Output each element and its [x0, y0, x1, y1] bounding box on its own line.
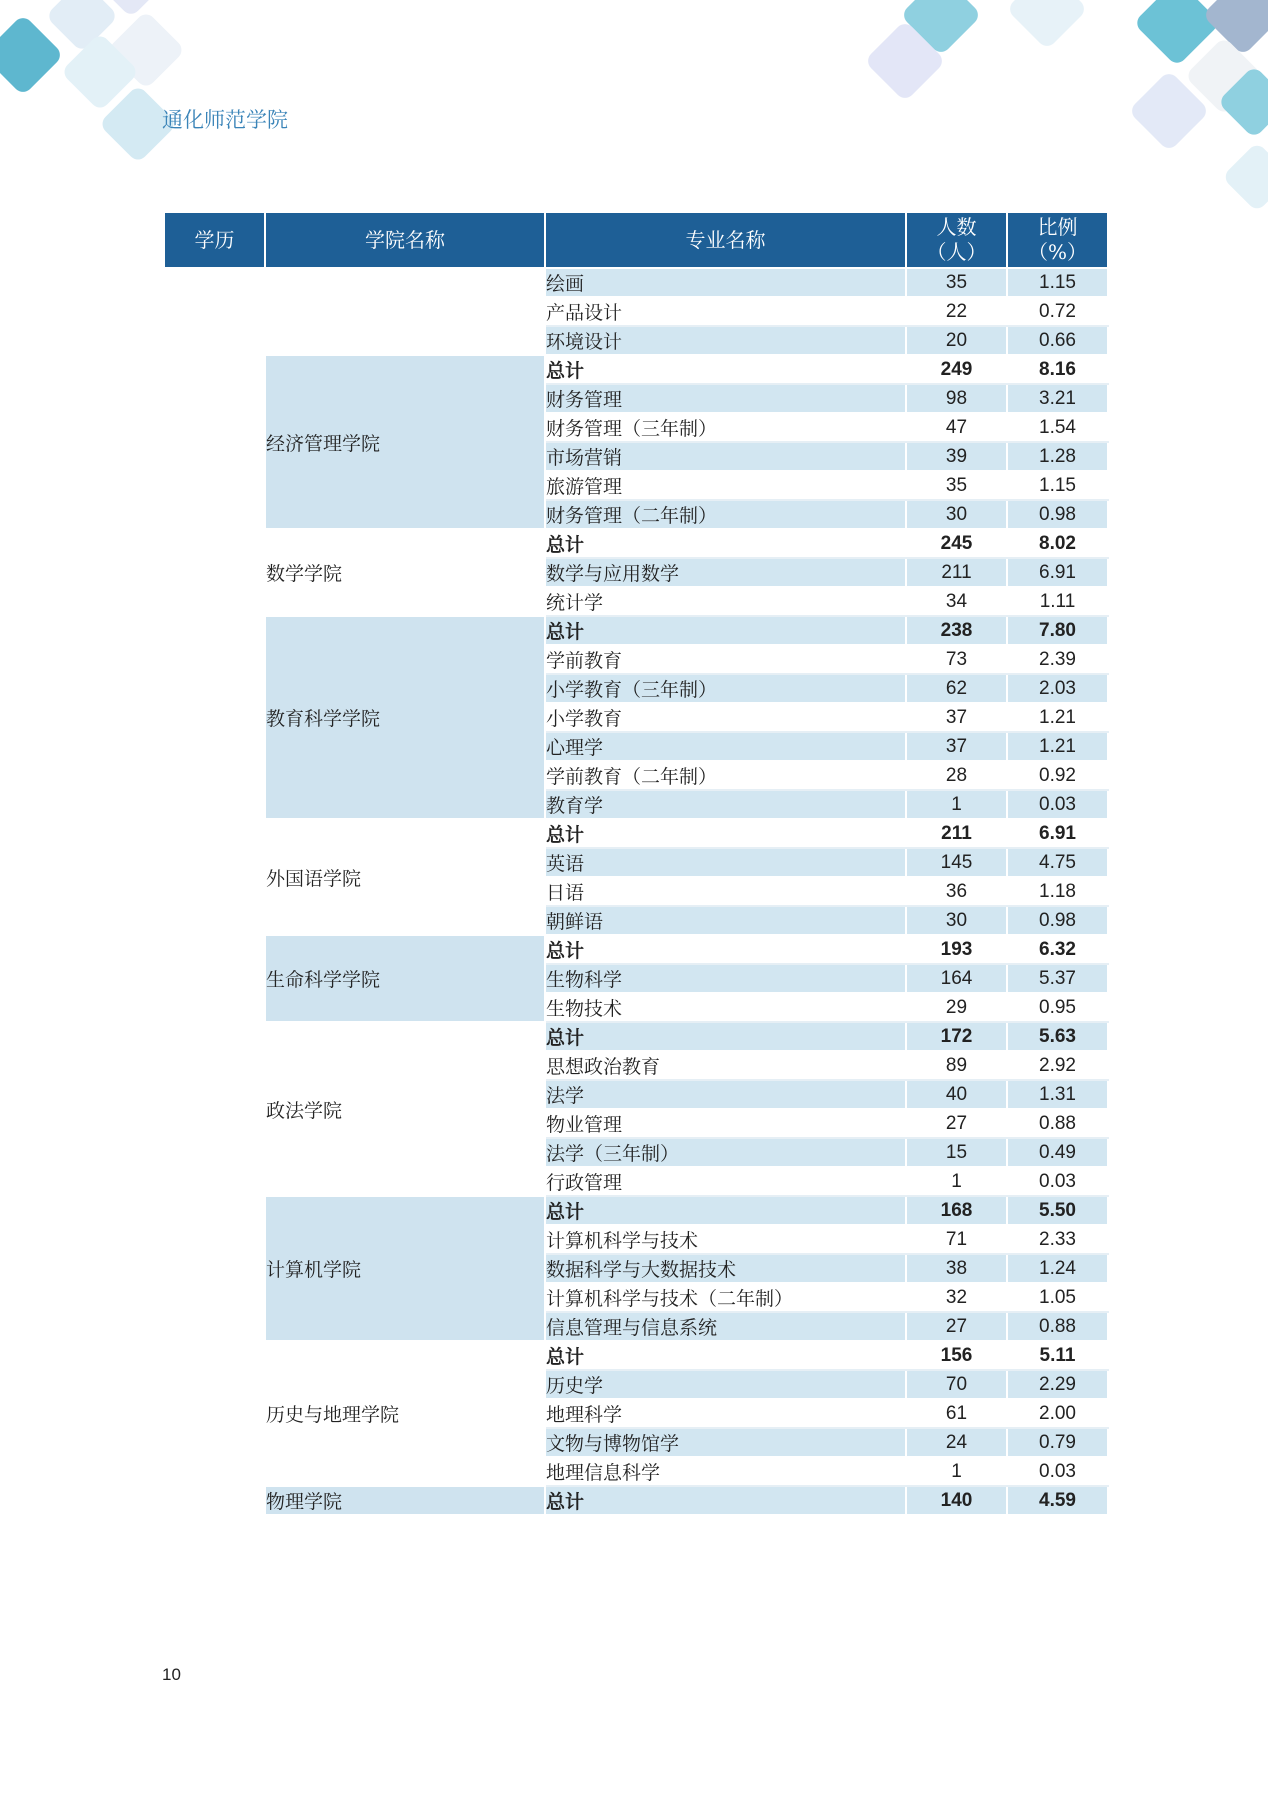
ratio-cell: 1.15 [1007, 471, 1108, 500]
enrollment-table [163, 211, 1109, 1516]
count-cell: 38 [906, 1254, 1007, 1283]
column-header-ratio: 比例 （%） [1007, 212, 1108, 268]
ratio-cell: 5.11 [1007, 1341, 1108, 1370]
count-cell: 34 [906, 587, 1007, 616]
major-name-cell: 行政管理 [545, 1167, 906, 1196]
major-name-cell: 小学教育（三年制） [545, 674, 906, 703]
count-cell: 47 [906, 413, 1007, 442]
page-number: 10 [162, 1665, 181, 1684]
count-cell: 156 [906, 1341, 1007, 1370]
major-name-cell: 财务管理（二年制） [545, 500, 906, 529]
count-cell: 71 [906, 1225, 1007, 1254]
major-name-cell: 总计 [545, 616, 906, 645]
ratio-cell: 1.28 [1007, 442, 1108, 471]
header-title: 通化师范学院 [162, 108, 288, 132]
major-name-cell: 教育学 [545, 790, 906, 819]
count-cell: 73 [906, 645, 1007, 674]
count-cell: 245 [906, 529, 1007, 558]
table-row-total [164, 616, 1108, 645]
count-cell: 27 [906, 1312, 1007, 1341]
ratio-cell: 2.00 [1007, 1399, 1108, 1428]
column-header-college: 学院名称 [265, 212, 545, 268]
major-name-cell: 总计 [545, 819, 906, 848]
major-name-cell: 地理科学 [545, 1399, 906, 1428]
table-body [164, 268, 1108, 1515]
count-cell: 35 [906, 471, 1007, 500]
table-row-total [164, 1486, 1108, 1515]
column-header-education: 学历 [164, 212, 265, 268]
count-cell: 40 [906, 1080, 1007, 1109]
count-cell: 29 [906, 993, 1007, 1022]
count-cell: 27 [906, 1109, 1007, 1138]
ratio-cell: 0.66 [1007, 326, 1108, 355]
major-name-cell: 数学与应用数学 [545, 558, 906, 587]
major-name-cell: 小学教育 [545, 703, 906, 732]
count-cell: 22 [906, 297, 1007, 326]
major-name-cell: 旅游管理 [545, 471, 906, 500]
major-name-cell: 信息管理与信息系统 [545, 1312, 906, 1341]
major-name-cell: 总计 [545, 1196, 906, 1225]
ratio-cell: 1.15 [1007, 268, 1108, 297]
college-name-cell [265, 268, 545, 355]
major-name-cell: 总计 [545, 1022, 906, 1051]
ratio-cell: 0.92 [1007, 761, 1108, 790]
major-name-cell: 地理信息科学 [545, 1457, 906, 1486]
ratio-cell: 0.98 [1007, 906, 1108, 935]
count-cell: 1 [906, 790, 1007, 819]
major-name-cell: 学前教育 [545, 645, 906, 674]
major-name-cell: 总计 [545, 935, 906, 964]
ratio-cell: 6.32 [1007, 935, 1108, 964]
ratio-cell: 0.03 [1007, 1167, 1108, 1196]
ratio-cell: 1.21 [1007, 732, 1108, 761]
ratio-cell: 2.39 [1007, 645, 1108, 674]
college-name-cell: 物理学院 [265, 1486, 545, 1515]
major-name-cell: 计算机科学与技术（二年制） [545, 1283, 906, 1312]
count-cell: 39 [906, 442, 1007, 471]
count-cell: 1 [906, 1167, 1007, 1196]
count-cell: 62 [906, 674, 1007, 703]
table-row-total [164, 1196, 1108, 1225]
count-cell: 61 [906, 1399, 1007, 1428]
count-cell: 15 [906, 1138, 1007, 1167]
major-name-cell: 财务管理（三年制） [545, 413, 906, 442]
college-name-cell: 生命科学学院 [265, 935, 545, 1022]
ratio-cell: 2.33 [1007, 1225, 1108, 1254]
table-row-total [164, 529, 1108, 558]
ratio-cell: 2.29 [1007, 1370, 1108, 1399]
count-cell: 238 [906, 616, 1007, 645]
ratio-cell: 6.91 [1007, 819, 1108, 848]
table-row-total [164, 819, 1108, 848]
college-name-cell: 教育科学学院 [265, 616, 545, 819]
education-cell [164, 268, 265, 1515]
major-name-cell: 财务管理 [545, 384, 906, 413]
major-name-cell: 思想政治教育 [545, 1051, 906, 1080]
college-name-cell: 历史与地理学院 [265, 1341, 545, 1486]
count-cell: 1 [906, 1457, 1007, 1486]
count-cell: 37 [906, 703, 1007, 732]
count-cell: 140 [906, 1486, 1007, 1515]
ratio-cell: 7.80 [1007, 616, 1108, 645]
ratio-cell: 1.31 [1007, 1080, 1108, 1109]
ratio-cell: 1.11 [1007, 587, 1108, 616]
ratio-cell: 2.03 [1007, 674, 1108, 703]
decor-diamond [1006, 0, 1088, 50]
major-name-cell: 历史学 [545, 1370, 906, 1399]
major-name-cell: 计算机科学与技术 [545, 1225, 906, 1254]
ratio-cell: 1.24 [1007, 1254, 1108, 1283]
ratio-cell: 0.79 [1007, 1428, 1108, 1457]
ratio-cell: 3.21 [1007, 384, 1108, 413]
count-cell: 30 [906, 500, 1007, 529]
ratio-cell: 2.92 [1007, 1051, 1108, 1080]
table-row-total [164, 1022, 1108, 1051]
major-name-cell: 总计 [545, 1486, 906, 1515]
decor-diamond [0, 14, 64, 96]
count-cell: 172 [906, 1022, 1007, 1051]
decor-diamond [1222, 142, 1268, 213]
college-name-cell: 计算机学院 [265, 1196, 545, 1341]
table-row-total [164, 935, 1108, 964]
count-cell: 168 [906, 1196, 1007, 1225]
major-name-cell: 朝鲜语 [545, 906, 906, 935]
column-header-count: 人数 （人） [906, 212, 1007, 268]
major-name-cell: 统计学 [545, 587, 906, 616]
college-name-cell: 数学学院 [265, 529, 545, 616]
ratio-cell: 0.98 [1007, 500, 1108, 529]
major-name-cell: 英语 [545, 848, 906, 877]
table-row [164, 268, 1108, 297]
ratio-cell: 0.95 [1007, 993, 1108, 1022]
major-name-cell: 文物与博物馆学 [545, 1428, 906, 1457]
ratio-cell: 1.21 [1007, 703, 1108, 732]
ratio-cell: 0.03 [1007, 1457, 1108, 1486]
count-cell: 70 [906, 1370, 1007, 1399]
college-name-cell: 外国语学院 [265, 819, 545, 935]
major-name-cell: 法学（三年制） [545, 1138, 906, 1167]
college-name-cell: 政法学院 [265, 1022, 545, 1196]
ratio-cell: 4.75 [1007, 848, 1108, 877]
count-cell: 98 [906, 384, 1007, 413]
ratio-cell: 5.63 [1007, 1022, 1108, 1051]
major-name-cell: 生物科学 [545, 964, 906, 993]
ratio-cell: 5.37 [1007, 964, 1108, 993]
major-name-cell: 环境设计 [545, 326, 906, 355]
table-row-total [164, 355, 1108, 384]
ratio-cell: 0.03 [1007, 790, 1108, 819]
major-name-cell: 生物技术 [545, 993, 906, 1022]
ratio-cell: 0.72 [1007, 297, 1108, 326]
count-cell: 211 [906, 558, 1007, 587]
major-name-cell: 心理学 [545, 732, 906, 761]
count-cell: 145 [906, 848, 1007, 877]
major-name-cell: 学前教育（二年制） [545, 761, 906, 790]
major-name-cell: 绘画 [545, 268, 906, 297]
column-header-major: 专业名称 [545, 212, 906, 268]
count-cell: 37 [906, 732, 1007, 761]
ratio-cell: 8.16 [1007, 355, 1108, 384]
major-name-cell: 市场营销 [545, 442, 906, 471]
ratio-cell: 0.88 [1007, 1312, 1108, 1341]
count-cell: 36 [906, 877, 1007, 906]
major-name-cell: 总计 [545, 1341, 906, 1370]
ratio-cell: 1.05 [1007, 1283, 1108, 1312]
ratio-cell: 1.18 [1007, 877, 1108, 906]
ratio-cell: 1.54 [1007, 413, 1108, 442]
count-cell: 28 [906, 761, 1007, 790]
count-cell: 89 [906, 1051, 1007, 1080]
ratio-cell: 5.50 [1007, 1196, 1108, 1225]
count-cell: 211 [906, 819, 1007, 848]
major-name-cell: 数据科学与大数据技术 [545, 1254, 906, 1283]
major-name-cell: 法学 [545, 1080, 906, 1109]
table-header-row [164, 212, 1108, 268]
major-name-cell: 总计 [545, 529, 906, 558]
major-name-cell: 总计 [545, 355, 906, 384]
count-cell: 32 [906, 1283, 1007, 1312]
table-row-total [164, 1341, 1108, 1370]
college-name-cell: 经济管理学院 [265, 355, 545, 529]
count-cell: 24 [906, 1428, 1007, 1457]
count-cell: 35 [906, 268, 1007, 297]
count-cell: 193 [906, 935, 1007, 964]
major-name-cell: 日语 [545, 877, 906, 906]
ratio-cell: 0.88 [1007, 1109, 1108, 1138]
count-cell: 164 [906, 964, 1007, 993]
count-cell: 249 [906, 355, 1007, 384]
major-name-cell: 物业管理 [545, 1109, 906, 1138]
count-cell: 20 [906, 326, 1007, 355]
ratio-cell: 0.49 [1007, 1138, 1108, 1167]
count-cell: 30 [906, 906, 1007, 935]
ratio-cell: 4.59 [1007, 1486, 1108, 1515]
major-name-cell: 产品设计 [545, 297, 906, 326]
ratio-cell: 6.91 [1007, 558, 1108, 587]
ratio-cell: 8.02 [1007, 529, 1108, 558]
